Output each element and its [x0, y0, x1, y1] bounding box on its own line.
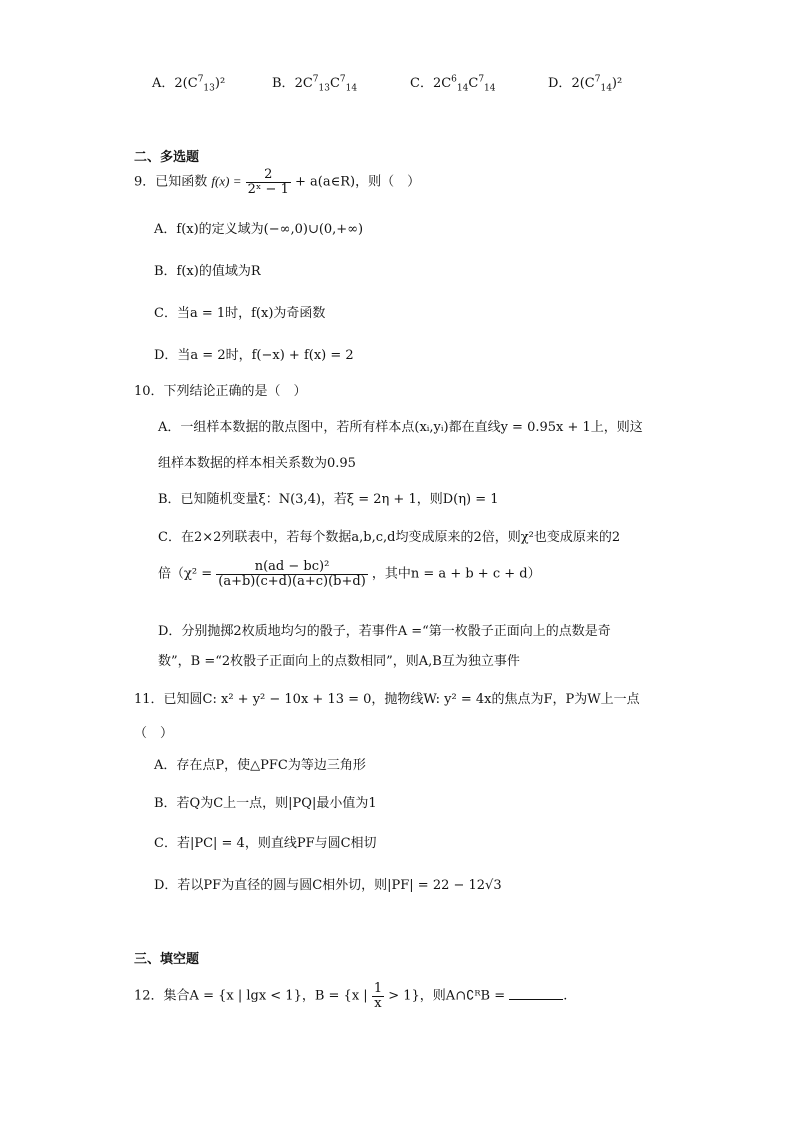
question-10-option-c-line2 [158, 560, 541, 588]
question-11-option-b: B．若Q为C上一点，则|PQ|最小值为1 [154, 796, 377, 811]
question-10-option-b: B．已知随机变量ξ：N(3,4)，若ξ = 2η + 1，则D(η) = 1 [158, 492, 499, 507]
option-sup: 7 [478, 74, 485, 85]
question-11-option-c: C．若|PC| = 4，则直线PF与圆C相切 [154, 836, 377, 851]
function-name: f(x) = [211, 173, 242, 189]
option-label: B． [272, 76, 295, 91]
option-sub: 13 [203, 83, 215, 94]
stem-text: 12．集合A = {x | lgx < 1}，B = {x | [134, 988, 368, 1004]
q8-option-b [272, 72, 357, 94]
fraction [372, 982, 384, 1010]
fraction-denominator: 2ˣ − 1 [247, 181, 289, 197]
option-label: D． [548, 76, 572, 91]
question-10-option-d-line2: 数”，B =“2枚骰子正面向上的点数相同”，则A,B互为独立事件 [158, 654, 520, 669]
option-sup: 7 [312, 74, 319, 85]
question-9-option-c: C．当a = 1时，f(x)为奇函数 [154, 306, 326, 321]
option-sup: 7 [197, 74, 204, 85]
question-12 [134, 982, 567, 1010]
question-9-option-d: D．当a = 2时，f(−x) + f(x) = 2 [154, 348, 354, 363]
section-heading-fill-in: 三、填空题 [134, 952, 200, 967]
q8-option-d [548, 72, 622, 94]
question-10-stem: 10．下列结论正确的是（ ） [134, 384, 307, 399]
q8-option-c [410, 72, 496, 94]
question-10-option-d-line1: D．分别抛掷2枚质地均匀的骰子，若事件A =“第一枚骰子正面向上的点数是奇 [158, 624, 611, 639]
question-10-option-c-line1: C．在2×2列联表中，若每个数据a,b,c,d均变成原来的2倍，则χ²也变成原来的2 [158, 530, 621, 545]
option-sub: 14 [600, 83, 612, 94]
option-sub: 14 [345, 83, 358, 94]
section-heading-multiple-choice: 二、多选题 [134, 150, 200, 165]
option-sub: 13 [318, 83, 330, 94]
option-tail: )² [611, 76, 623, 91]
stem-text: 9．已知函数 [134, 174, 208, 190]
option-expr: 2(C [571, 76, 595, 91]
fraction-numerator: 1 [373, 981, 383, 996]
question-9-stem [134, 168, 420, 196]
option-label: C． [410, 76, 433, 91]
fraction [216, 560, 368, 588]
q8-option-a [152, 72, 225, 94]
stem-text: . [563, 988, 568, 1004]
option-label: A． [152, 76, 175, 91]
question-10-option-a-line1: A．一组样本数据的散点图中，若所有样本点(xᵢ,yᵢ)都在直线y = 0.95x + 1上，则这 [158, 420, 643, 435]
option-mid: C [329, 76, 340, 91]
stem-text: ，其中n = a + b + c + d） [371, 566, 541, 582]
option-expr: 2(C [174, 76, 198, 91]
fraction-numerator: n(ad − bc)² [216, 560, 368, 575]
question-10-option-a-line2: 组样本数据的样本相关系数为0.95 [158, 456, 356, 471]
question-11-stem: 11．已知圆C: x² + y² − 10x + 13 = 0，抛物线W: y² = 4x的焦点为F，P为W上一点 [134, 692, 640, 707]
option-expr: 2C [432, 76, 452, 91]
option-sup: 6 [451, 74, 457, 85]
fraction-denominator: x [374, 995, 382, 1011]
question-11-option-a: A．存在点P，使△PFC为等边三角形 [154, 758, 366, 773]
option-sub: 14 [456, 83, 469, 94]
option-expr: 2C [294, 76, 313, 91]
stem-text: + a(a∈R)，则（ ） [294, 174, 421, 190]
stem-text: > 1}，则A∩∁ᴿB = [388, 988, 506, 1004]
option-sup: 7 [594, 74, 601, 85]
option-mid: C [468, 76, 479, 91]
option-sup: 7 [339, 74, 346, 85]
question-11-option-d: D．若以PF为直径的圆与圆C相外切，则|PF| = 22 − 12√3 [154, 878, 502, 893]
question-11-paren: （ ） [134, 726, 174, 741]
fraction-numerator: 2 [246, 168, 291, 183]
answer-blank[interactable] [509, 998, 563, 1000]
option-tail: )² [214, 76, 226, 91]
question-9-option-b: B．f(x)的值域为R [154, 264, 261, 279]
option-sub: 14 [484, 83, 496, 94]
question-9-option-a: A．f(x)的定义域为(−∞,0)∪(0,+∞) [154, 222, 364, 237]
stem-text: 倍（χ² = [158, 566, 213, 582]
fraction [246, 168, 291, 196]
fraction-denominator: (a+b)(c+d)(a+c)(b+d) [218, 573, 366, 589]
